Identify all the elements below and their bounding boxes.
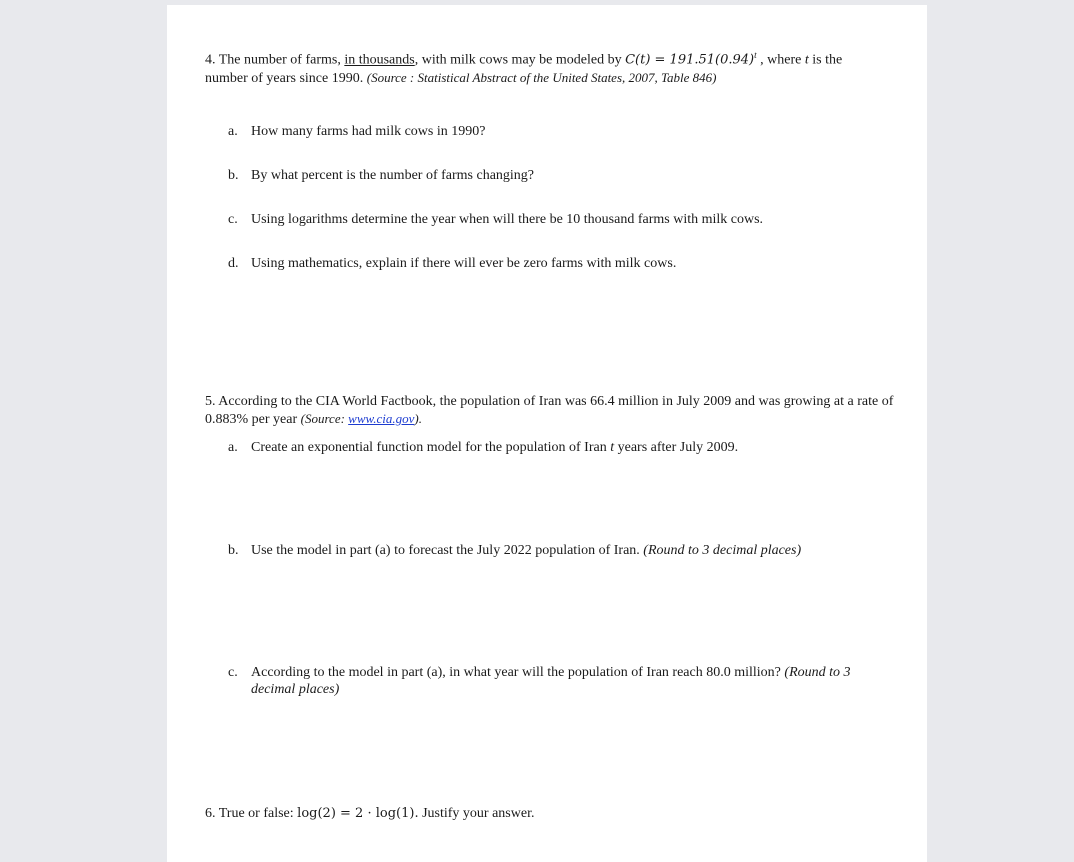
q5-part-c (228, 664, 898, 698)
part-text: Using logarithms determine the year when will there be 10 thousand farms with milk cows. (251, 212, 764, 227)
q5-source-post: ). (414, 411, 422, 426)
part-letter: a. (228, 124, 238, 139)
q4-underlined-units: in thousands (344, 52, 415, 68)
q4-line2-text: number of years since 1990. (205, 71, 367, 86)
question-4-line-2 (205, 68, 895, 89)
part-text: According to the model in part (a), in what year will the population of Iran reach 80.0 million? (251, 665, 785, 680)
q4-formula: C(t) = 191.51(0.94) (625, 52, 755, 68)
q4-middle: , with milk cows may be modeled by (414, 52, 626, 68)
part-letter: a. (228, 440, 238, 455)
question-6 (205, 804, 895, 824)
q4-formula-exponent: t (754, 50, 757, 60)
q5-text: 5. According to the CIA World Factbook, the population of Iran was 66.4 million in July 2009 and was growing at a rate of 0.883% per year (205, 394, 894, 427)
part-letter: b. (228, 543, 239, 558)
q4-part-d (228, 255, 898, 273)
q4-part-c (228, 211, 898, 229)
part-variable: t (610, 440, 615, 455)
part-text-post: years after July 2009. (614, 440, 739, 455)
q5-part-a (228, 439, 898, 456)
q4-part-a (228, 123, 898, 141)
q4-suffix-b: is the (808, 52, 843, 68)
part-text: Using mathematics, explain if there will ever be zero farms with milk cows. (251, 256, 677, 271)
question-5 (205, 393, 900, 428)
q4-prefix: 4. The number of farms, (205, 52, 345, 68)
q6-formula: log(2) = 2 · log(1). (297, 806, 419, 821)
q6-prefix: 6. True or false: (205, 806, 298, 821)
part-note: (Round to 3 decimal places) (643, 543, 802, 558)
q4-part-b (228, 167, 898, 185)
part-text: By what percent is the number of farms changing? (251, 168, 535, 183)
q4-source: (Source : Statistical Abstract of the United States, 2007, Table 846) (366, 70, 717, 85)
part-letter: c. (228, 212, 238, 227)
q5-source-pre: (Source: (300, 411, 349, 426)
part-text: How many farms had milk cows in 1990? (251, 124, 486, 139)
q5-part-b (228, 542, 898, 559)
q4-suffix-a: , where (756, 52, 805, 68)
part-letter: c. (228, 665, 238, 680)
question-4-line-1 (205, 45, 895, 71)
part-note: (Round to 3 decimal places) (251, 665, 851, 697)
q5-source-link[interactable]: www.cia.gov (348, 411, 415, 426)
part-letter: d. (228, 256, 239, 271)
part-text: Create an exponential function model for the population of Iran (251, 440, 611, 455)
part-letter: b. (228, 168, 239, 183)
q4-variable: t (804, 52, 809, 68)
part-text: Use the model in part (a) to forecast the July 2022 population of Iran. (251, 543, 644, 558)
document-page (167, 5, 927, 862)
q6-suffix: Justify your answer. (418, 806, 535, 821)
